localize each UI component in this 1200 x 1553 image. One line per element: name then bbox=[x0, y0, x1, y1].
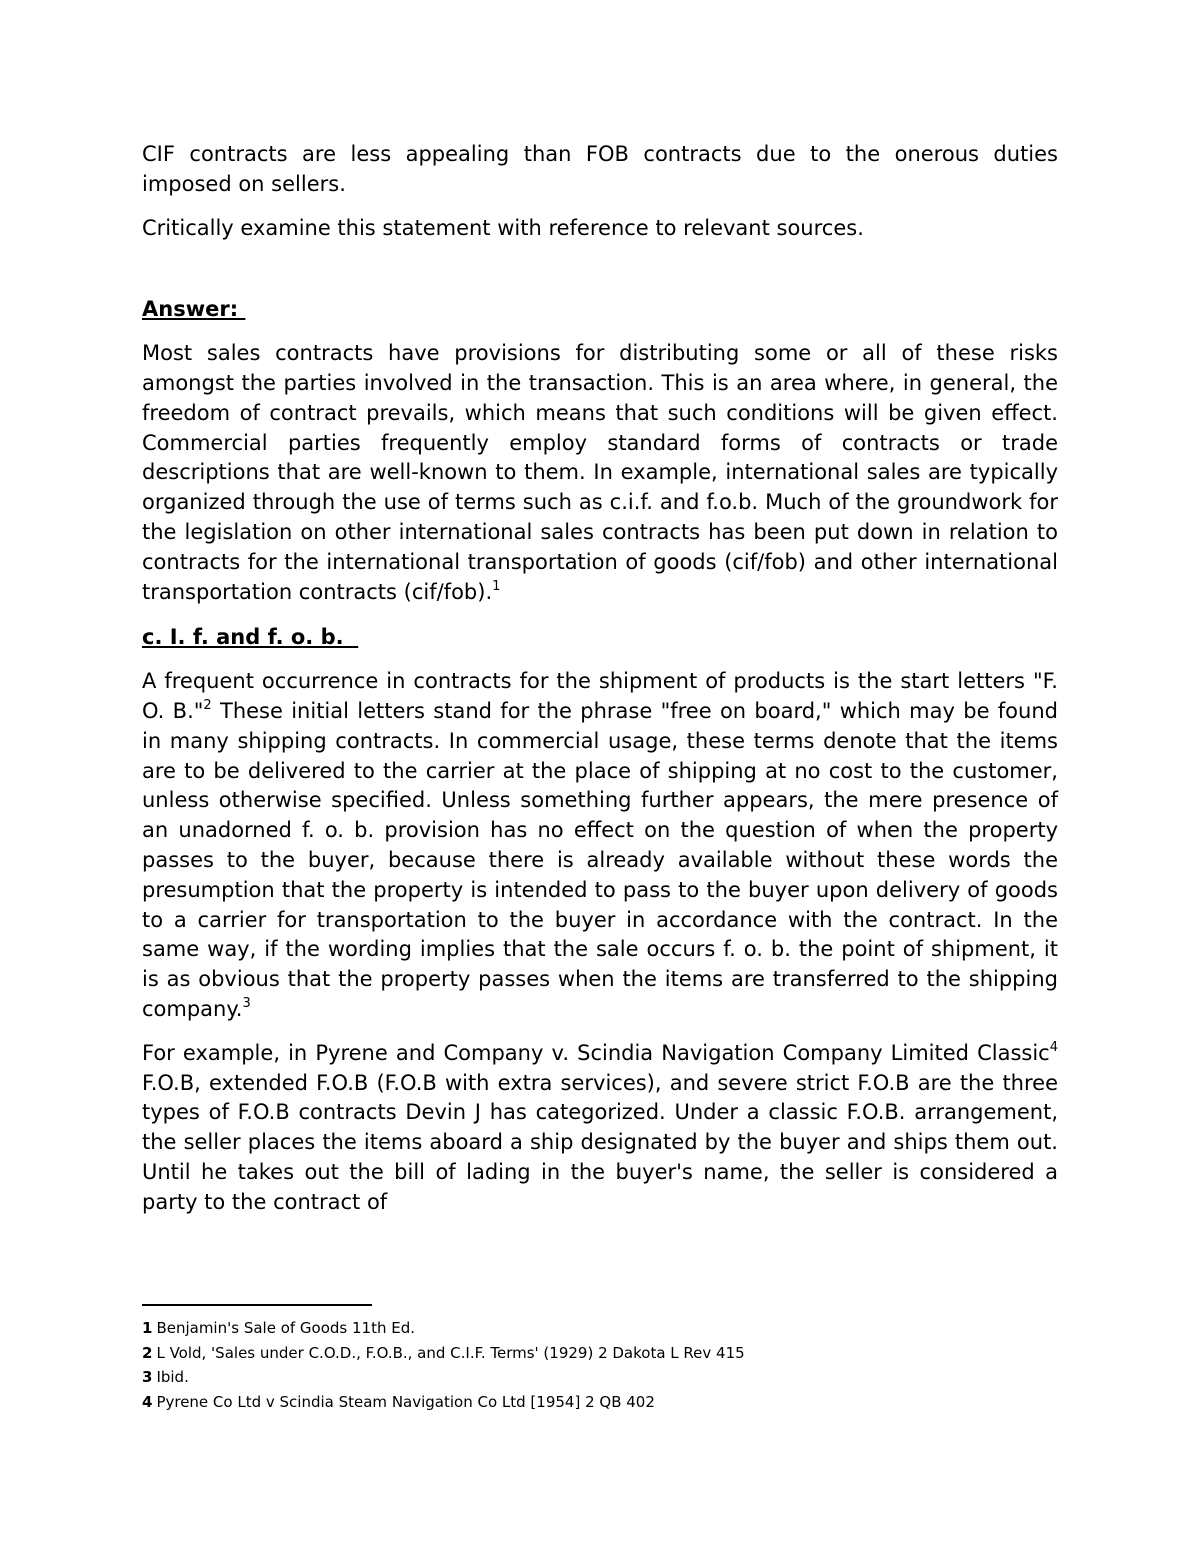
footnote-4 bbox=[142, 1390, 1062, 1415]
footnote-ref-3[interactable]: 3 bbox=[242, 995, 251, 1011]
footnote-1 bbox=[142, 1316, 1062, 1341]
footnote-number: 3 bbox=[142, 1368, 153, 1386]
footnote-text: Benjamin's Sale of Goods 11th Ed. bbox=[156, 1319, 416, 1337]
footnote-separator bbox=[142, 1304, 372, 1306]
footnote-ref-4[interactable]: 4 bbox=[1049, 1039, 1058, 1055]
footnote-ref-1[interactable]: 1 bbox=[492, 578, 501, 594]
footnote-text: Pyrene Co Ltd v Scindia Steam Navigation Co Ltd [1954] 2 QB 402 bbox=[156, 1392, 655, 1411]
answer-heading: Answer: bbox=[142, 297, 246, 322]
footnote-number: 4 bbox=[142, 1392, 153, 1411]
section-paragraph-3 bbox=[142, 1039, 1058, 1218]
section-paragraph-2 bbox=[142, 667, 1058, 1025]
footnote-text: Ibid. bbox=[156, 1368, 189, 1386]
footnote-number: 1 bbox=[142, 1319, 153, 1337]
footnotes bbox=[142, 1316, 1062, 1414]
question-instruction: Critically examine this statement with reference to relevant sources. bbox=[142, 215, 864, 240]
footnote-2 bbox=[142, 1341, 1062, 1366]
answer-paragraph-1-text: Most sales contracts have provisions for distributing some or all of these risks amongst the parties involved in the transaction. This is an area where, in general, the freedom of contract prevails, which means that such conditions will be given effect. Commercial parties frequently employ standard forms of contracts or trade descriptions that are well-known to them. In example, international sales are typically organized through the use of terms such as c.i.f. and f.o.b. Much of the groundwork for the legislation on other international sales contracts has been put down in relation to contracts for the international transportation of goods (cif/fob) and other international transportation contracts (cif/fob). bbox=[142, 341, 1058, 604]
section-paragraph-3-start: For example, in Pyrene and Company v. Scindia Navigation Company Limited Classic bbox=[142, 1040, 1050, 1065]
footnote-text: L Vold, 'Sales under C.O.D., F.O.B., and C.I.F. Terms' (1929) 2 Dakota L Rev 415 bbox=[156, 1343, 745, 1362]
footnote-ref-2[interactable]: 2 bbox=[203, 697, 212, 713]
footnote-3 bbox=[142, 1365, 1062, 1390]
section-paragraph-3-rest: F.O.B, extended F.O.B (F.O.B with extra services), and severe strict F.O.B are the three types of F.O.B contracts Devin J has categorized. Under a classic F.O.B. arrangement, the seller places the items aboard a ship designated by the buyer and ships them out. Until he takes out the bill of lading in the buyer's name, the seller is considered a party to the contract of bbox=[142, 1070, 1058, 1214]
section-paragraph-2-rest: These initial letters stand for the phrase "free on board," which may be found in many shipping contracts. In commercial usage, these terms denote that the items are to be delivered to the carrier at the place of shipping at no cost to the customer, unless otherwise specified. Unless something further appears, the mere presence of an unadorned f. o. b. provision has no effect on the question of when the property passes to the buyer, because there is already available without these words the presumption that the property is intended to pass to the buyer upon delivery of goods to a carrier for transportation to the buyer in accordance with the contract. In the same way, if the wording implies that the sale occurs f. o. b. the point of shipment, it is as obvious that the property passes when the items are transferred to the shipping company. bbox=[142, 698, 1058, 1021]
section-paragraph-2-start: A frequent occurrence in contracts for the shipment of products is the start letters "F. O. B." bbox=[142, 669, 1058, 723]
question-statement: CIF contracts are less appealing than FOB contracts due to the onerous duties imposed on sellers. bbox=[142, 142, 1058, 196]
answer-paragraph-1 bbox=[142, 339, 1058, 607]
cif-fob-heading: c. I. f. and f. o. b. bbox=[142, 625, 359, 650]
footnote-number: 2 bbox=[142, 1343, 153, 1362]
